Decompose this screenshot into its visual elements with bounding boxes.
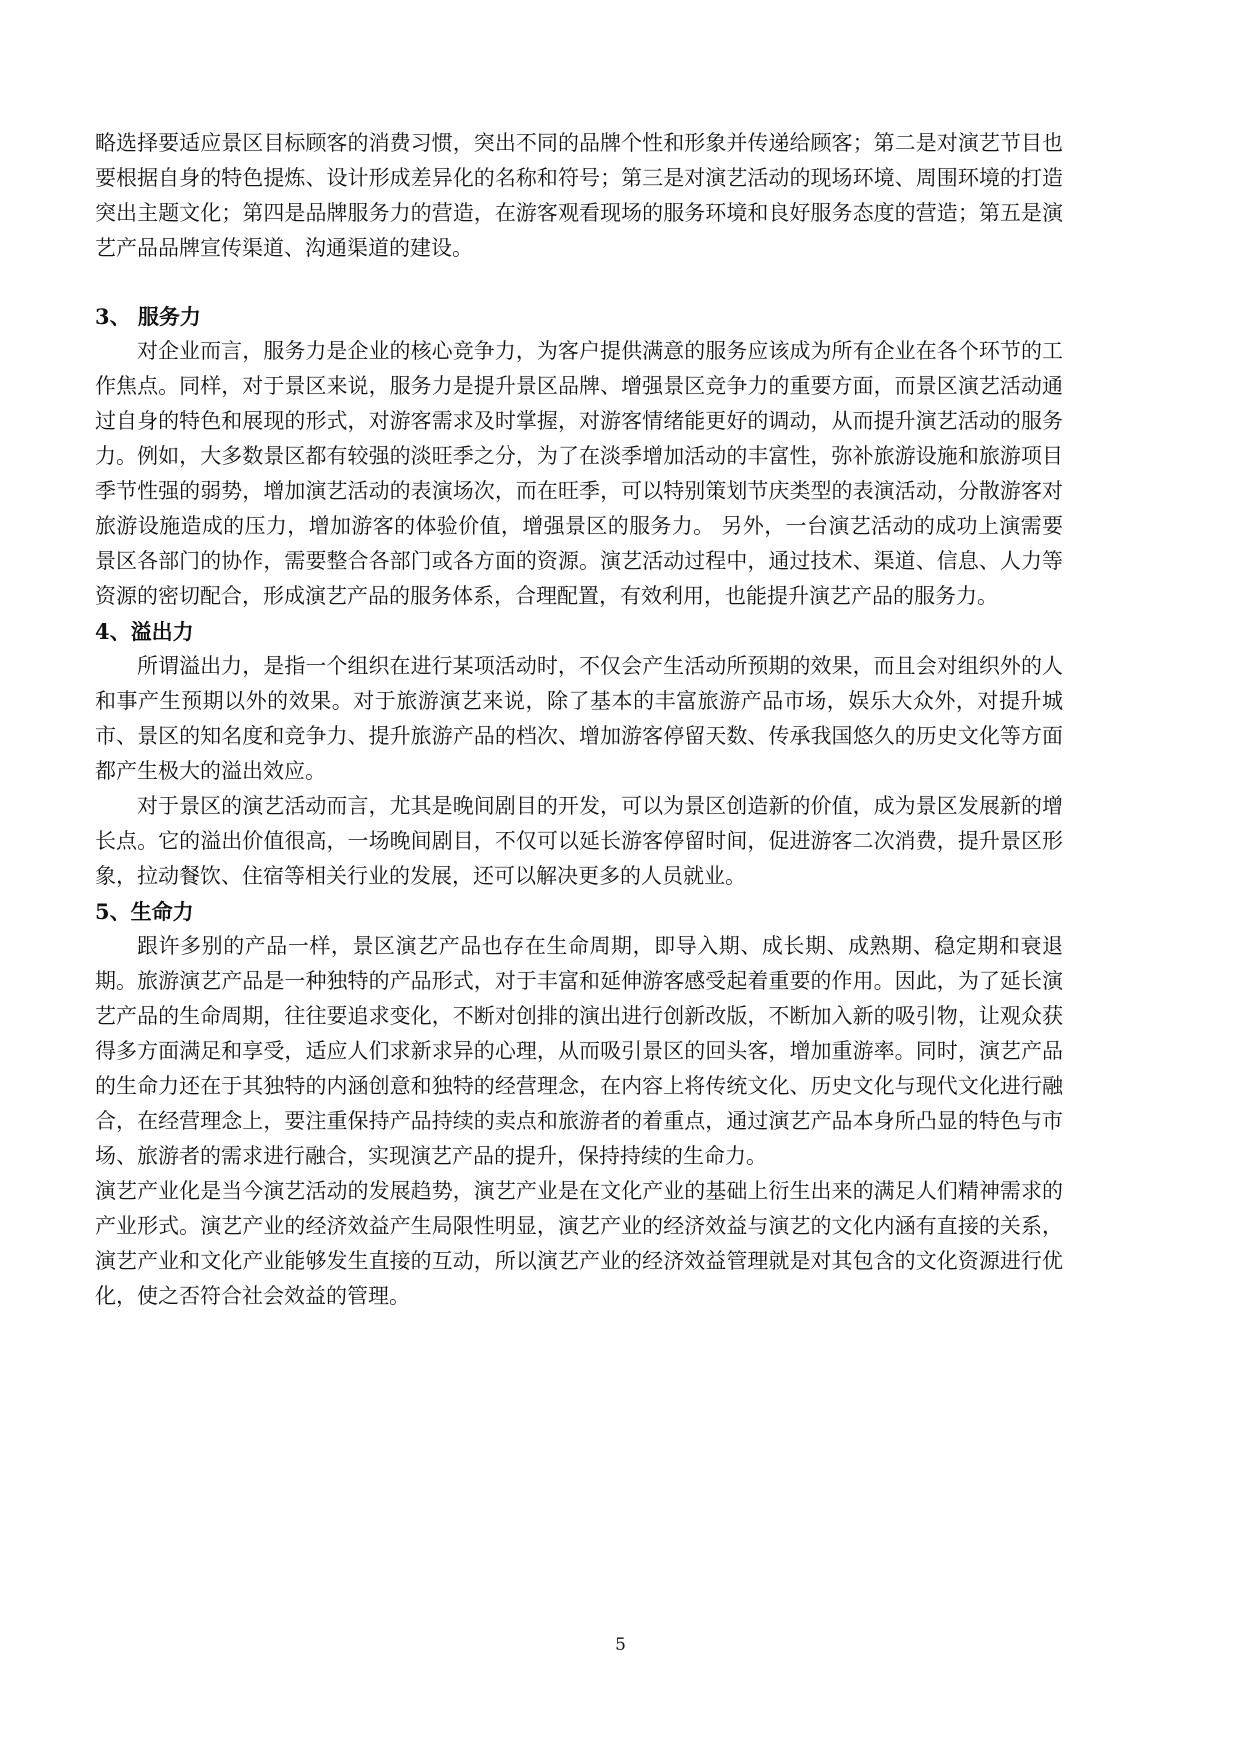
paragraph-overflow-definition: 所谓溢出力，是指一个组织在进行某项活动时，不仅会产生活动所预期的效果，而且会对组织外的人和事产生预期以外的效果。对于旅游演艺来说，除了基本的丰富旅游产品市场，娱乐大众外，对提升城市、景区的知名度和竞争力、提升旅游产品的档次、增加游客停留天数、传承我国悠久的历史文化等方面都产生极大的溢出效应。 — [95, 654, 1063, 783]
section-gap — [95, 266, 1063, 299]
heading-overflow-power: 4、溢出力 — [95, 619, 194, 644]
heading-service-power: 3、 服务力 — [95, 304, 201, 329]
paragraph-overflow-evening-shows: 对于景区的演艺活动而言，尤其是晚间剧目的开发，可以为景区创造新的价值，成为景区发展新的增长点。它的溢出价值很高，一场晚间剧目，不仅可以延长游客停留时间，促进游客二次消费，提升景区形象，拉动餐饮、住宿等相关行业的发展，还可以解决更多的人员就业。 — [95, 794, 1063, 888]
paragraph-brand-strategy: 略选择要适应景区目标顾客的消费习惯，突出不同的品牌个性和形象并传递给顾客；第二是对演艺节目也要根据自身的特色提炼、设计形成差异化的名称和符号；第三是对演艺活动的现场环境、周围环境的打造突出主题文化；第四是品牌服务力的营造，在游客观看现场的服务环境和良好服务态度的营造；第五是演艺产品品牌宣传渠道、沟通渠道的建设。 — [95, 131, 1063, 260]
paragraph-service-power: 对企业而言，服务力是企业的核心竞争力，为客户提供满意的服务应该成为所有企业在各个环节的工作焦点。同样，对于景区来说，服务力是提升景区品牌、增强景区竞争力的重要方面，而景区演艺活动通过自身的特色和展现的形式，对游客需求及时掌握，对游客情绪能更好的调动，从而提升演艺活动的服务力。例如，大多数景区都有较强的淡旺季之分，为了在淡季增加活动的丰富性，弥补旅游设施和旅游项目季节性强的弱势，增加演艺活动的表演场次，而在旺季，可以特别策划节庆类型的表演活动，分散游客对旅游设施造成的压力，增加游客的体验价值，增强景区的服务力。 另外，一台演艺活动的成功上演需要景区各部门的协作，需要整合各部门或各方面的资源。演艺活动过程中，通过技术、渠道、信息、人力等资源的密切配合，形成演艺产品的服务体系，合理配置，有效利用，也能提升演艺产品的服务力。 — [95, 339, 1063, 608]
heading-vitality: 5、生命力 — [95, 899, 194, 924]
paragraph-industrialization: 演艺产业化是当今演艺活动的发展趋势，演艺产业是在文化产业的基础上衍生出来的满足人们精神需求的产业形式。演艺产业的经济效益产生局限性明显，演艺产业的经济效益与演艺的文化内涵有直接的关系，演艺产业和文化产业能够发生直接的互动，所以演艺产业的经济效益管理就是对其包含的文化资源进行优化，使之否符合社会效益的管理。 — [95, 1179, 1063, 1308]
page-number: 5 — [615, 1635, 626, 1655]
paragraph-vitality: 跟许多别的产品一样，景区演艺产品也存在生命周期，即导入期、成长期、成熟期、稳定期和衰退期。旅游演艺产品是一种独特的产品形式，对于丰富和延伸游客感受起着重要的作用。因此，为了延长演艺产品的生命周期，往往要追求变化，不断对创排的演出进行创新改版，不断加入新的吸引物，让观众获得多方面满足和享受，适应人们求新求异的心理，从而吸引景区的回头客，增加重游率。同时，演艺产品的生命力还在于其独特的内涵创意和独特的经营理念，在内容上将传统文化、历史文化与现代文化进行融合，在经营理念上，要注重保持产品持续的卖点和旅游者的着重点，通过演艺产品本身所凸显的特色与市场、旅游者的需求进行融合，实现演艺产品的提升，保持持续的生命力。 — [95, 934, 1063, 1168]
document-body — [95, 126, 1063, 1314]
